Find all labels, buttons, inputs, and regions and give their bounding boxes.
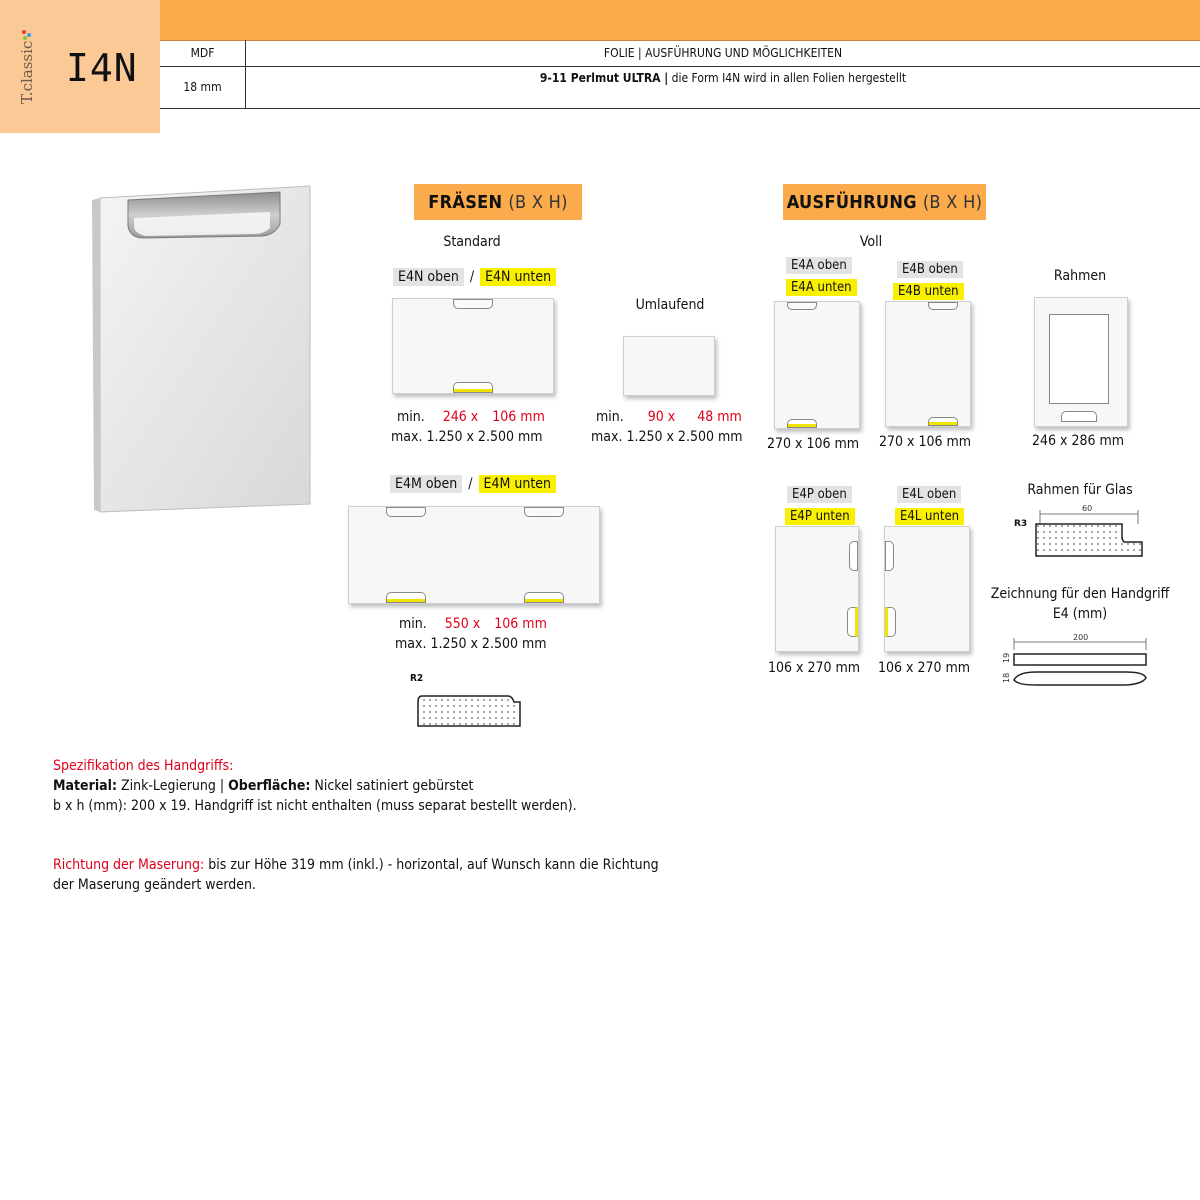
spec-dimensions: b x h (mm): 200 x 19. Handgriff ist nicht enthalten (muss separat bestellt werden).	[53, 798, 577, 814]
e4l-top-handle-icon	[885, 541, 894, 571]
door-product-image	[84, 178, 320, 518]
handle-length-label: 200	[1073, 633, 1089, 642]
header-table	[160, 40, 1200, 109]
e4b-unten-tag: E4B unten	[893, 280, 964, 299]
folie-value-bold: 9-11 Perlmut ULTRA |	[539, 71, 669, 85]
ausfuehrung-title: AUSFÜHRUNG	[786, 191, 917, 213]
glas-radius-label: R3	[1014, 519, 1028, 529]
e4b-panel	[885, 301, 971, 427]
e4m-bottom-left-handle-icon	[386, 592, 426, 603]
umlaufend-min	[596, 409, 742, 425]
e4l-dim: 106 x 270 mm	[878, 660, 971, 676]
e4l-panel	[884, 526, 970, 652]
folie-value-rest: die Form I4N wird in allen Folien hergestellt	[668, 71, 907, 85]
grain-text-1: bis zur Höhe 319 mm (inkl.) - horizontal, auf Wunsch kann die Richtung	[204, 857, 659, 873]
handle-height-2-label: 18	[1002, 672, 1011, 683]
grain-line-1	[53, 855, 753, 875]
fraesen-title: FRÄSEN	[428, 191, 503, 213]
header-band	[160, 0, 1200, 41]
handle-technical-drawing	[996, 630, 1156, 692]
spec-finish-value: Nickel satiniert gebürstet	[310, 778, 474, 794]
e4m-min	[399, 616, 547, 632]
e4m-min-h: 106 mm	[494, 616, 547, 632]
e4b-top-handle-icon	[928, 302, 958, 310]
e4m-min-w: 550 x	[444, 616, 481, 632]
e4a-bottom-handle-icon	[787, 419, 817, 428]
folie-header: FOLIE | AUSFÜHRUNG UND MÖGLICHKEITEN	[603, 46, 843, 60]
fraesen-subtitle: (B X H)	[508, 191, 568, 213]
e4n-min-w: 246 x	[442, 409, 479, 425]
brand-logo: T.classic	[18, 40, 36, 104]
mdf-header: MDF	[190, 46, 215, 60]
rahmen-dim: 246 x 286 mm	[1032, 433, 1125, 449]
rahmen-label: Rahmen	[1053, 268, 1107, 284]
brand-dot-icon	[27, 33, 31, 37]
umlaufend-min-label: min.	[596, 409, 624, 425]
brand-dot-icon	[22, 30, 26, 34]
brand-dot-icon	[23, 36, 27, 40]
e4p-bottom-handle-icon	[847, 607, 858, 637]
e4n-min	[397, 409, 545, 425]
fraesen-header	[414, 184, 582, 220]
umlaufend-label: Umlaufend	[635, 297, 705, 313]
ausfuehrung-header	[783, 184, 986, 220]
e4p-dim: 106 x 270 mm	[768, 660, 861, 676]
grain-label: Richtung der Maserung:	[53, 857, 205, 873]
grain-text-2: der Maserung geändert werden.	[53, 877, 256, 893]
e4m-slash: /	[468, 476, 473, 492]
e4m-panel	[348, 506, 600, 604]
e4m-top-right-handle-icon	[524, 507, 564, 517]
handle-height-1-label: 19	[1002, 652, 1011, 663]
e4p-unten-tag: E4P unten	[785, 505, 855, 524]
umlaufend-max: max. 1.250 x 2.500 mm	[591, 429, 743, 445]
spec-material-line	[53, 776, 753, 796]
e4p-panel	[775, 526, 859, 652]
e4n-bottom-handle-icon	[453, 382, 493, 393]
spec-block	[53, 756, 753, 816]
handle-drawing-label-2: E4 (mm)	[1052, 606, 1108, 622]
rahmen-opening	[1049, 314, 1109, 404]
umlaufend-panel	[623, 336, 715, 396]
e4n-oben-tag: E4N oben	[393, 268, 464, 286]
e4n-panel	[392, 298, 554, 394]
e4l-oben-tag: E4L oben	[897, 483, 961, 502]
spec-title: Spezifikation des Handgriffs:	[53, 758, 234, 774]
mdf-thickness: 18 mm	[183, 80, 222, 94]
glas-profile-drawing	[1012, 500, 1152, 562]
spec-finish-label: Oberfläche:	[228, 778, 311, 794]
e4a-top-handle-icon	[787, 302, 817, 310]
profile-radius-label: R2	[410, 673, 424, 684]
e4m-oben-tag: E4M oben	[390, 475, 462, 493]
e4a-panel	[774, 301, 860, 429]
e4n-top-handle-icon	[453, 299, 493, 309]
e4l-unten-tag: E4L unten	[895, 505, 964, 524]
e4n-min-label: min.	[397, 409, 425, 425]
e4b-bottom-handle-icon	[928, 417, 958, 426]
umlaufend-min-h: 48 mm	[697, 409, 742, 425]
e4n-slash: /	[469, 269, 475, 285]
e4m-top-left-handle-icon	[386, 507, 426, 517]
e4a-oben-tag: E4A oben	[786, 258, 852, 273]
glas-width-label: 60	[1082, 504, 1093, 513]
e4n-max: max. 1.250 x 2.500 mm	[391, 429, 543, 445]
e4m-min-label: min.	[399, 616, 427, 632]
e4n-min-h: 106 mm	[492, 409, 545, 425]
standard-label: Standard	[443, 234, 501, 250]
model-code: I4N	[66, 46, 138, 90]
edge-profile-drawing	[416, 686, 528, 732]
grain-block	[53, 855, 753, 895]
spec-material-label: Material:	[53, 778, 117, 794]
folie-value	[246, 71, 1200, 85]
voll-label: Voll	[859, 234, 883, 250]
rahmen-handle-icon	[1061, 411, 1097, 422]
e4n-unten-tag: E4N unten	[480, 268, 556, 286]
e4m-bottom-right-handle-icon	[524, 592, 564, 603]
handle-drawing-label-1: Zeichnung für den Handgriff	[990, 586, 1170, 602]
umlaufend-min-w: 90 x	[647, 409, 676, 425]
e4p-top-handle-icon	[849, 541, 858, 571]
ausfuehrung-subtitle: (B X H)	[922, 191, 983, 213]
e4l-bottom-handle-icon	[885, 607, 896, 637]
rahmen-panel	[1034, 297, 1128, 427]
spec-material-value: Zink-Legierung |	[116, 778, 229, 794]
e4b-dim: 270 x 106 mm	[879, 434, 972, 450]
header-code-box	[0, 0, 160, 133]
e4a-dim: 270 x 106 mm	[767, 436, 860, 452]
e4n-tags	[393, 269, 556, 285]
e4b-oben-tag: E4B oben	[897, 258, 963, 277]
glas-label: Rahmen für Glas	[1027, 482, 1133, 498]
e4m-max: max. 1.250 x 2.500 mm	[395, 636, 547, 652]
e4m-unten-tag: E4M unten	[479, 475, 556, 493]
e4p-oben-tag: E4P oben	[787, 483, 852, 502]
e4m-tags	[390, 476, 556, 492]
e4a-unten-tag: E4A unten	[786, 280, 857, 295]
